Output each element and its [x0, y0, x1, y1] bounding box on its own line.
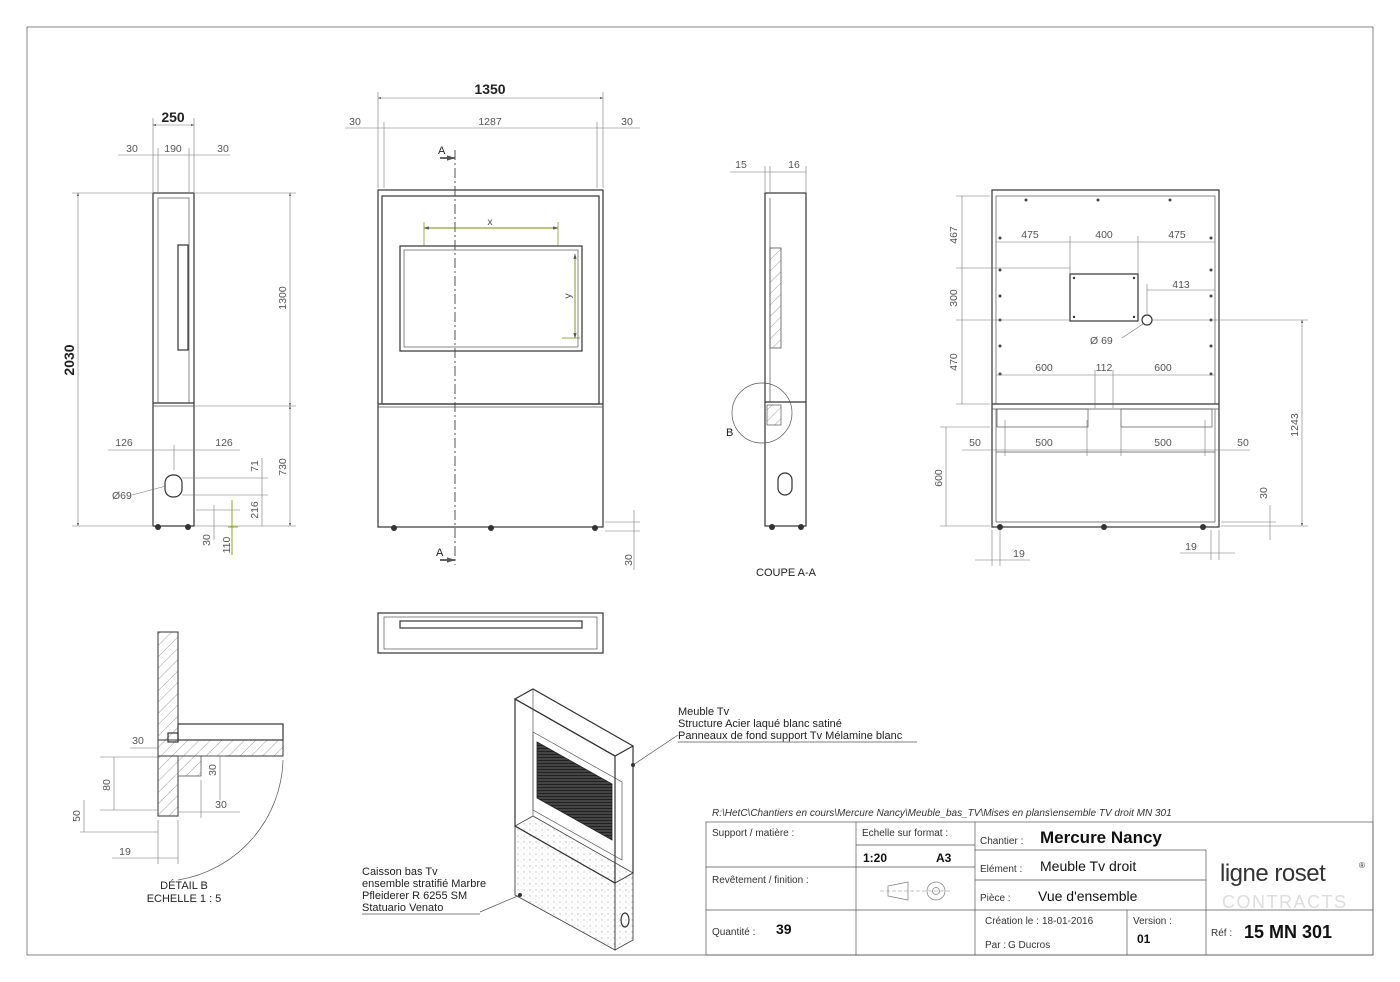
front-left-margin-label: 30 [349, 116, 361, 128]
back-base-height-label: 600 [933, 469, 945, 487]
meuble-line1: Structure Acier laqué blanc satiné [678, 718, 842, 730]
top-view [378, 613, 603, 653]
detail-dim-50: 50 [71, 810, 83, 822]
detail-dim-30b: 30 [207, 764, 219, 776]
piece-value: Vue d'ensemble [1038, 888, 1138, 904]
par-label: Par : [985, 940, 1007, 951]
side-hole-diameter-label: Ø69 [112, 490, 132, 502]
back-left-600-label: 600 [1035, 362, 1053, 374]
author-value: G Ducros [1008, 940, 1051, 951]
detail-scale: ECHELLE 1 : 5 [146, 893, 222, 905]
caisson-line1: ensemble stratifié Marbre [362, 878, 487, 890]
side-hole-height-label: 71 [249, 460, 261, 472]
side-upper-height-label: 1300 [277, 286, 289, 310]
side-hole-right-label: 126 [215, 437, 233, 449]
side-inner-depth-label: 190 [164, 143, 182, 155]
detail-dim-30c: 30 [215, 799, 227, 811]
section-mark-top: A [438, 145, 446, 157]
brand-mark: ® [1359, 861, 1365, 870]
quantite-value: 39 [776, 921, 792, 937]
back-low-height-label: 470 [948, 353, 960, 371]
back-left-50-label: 50 [969, 437, 981, 449]
section-left-thickness-label: 15 [735, 159, 747, 171]
back-view [933, 190, 1308, 566]
back-foot-30-label: 30 [1258, 487, 1270, 499]
isometric-view [480, 689, 678, 950]
side-foot-gap-label: 30 [201, 534, 213, 546]
side-hole-pos-label: 216 [249, 501, 261, 519]
support-label: Support / matière : [712, 828, 795, 839]
back-left-500-label: 500 [1035, 437, 1053, 449]
front-foot-height-label: 30 [623, 554, 635, 566]
section-caption: COUPE A-A [756, 567, 816, 579]
caisson-line3: Statuario Venato [362, 902, 444, 914]
side-depth-label: 250 [161, 109, 185, 125]
chantier-label: Chantier : [980, 836, 1024, 847]
echelle-label: Echelle sur format : [862, 828, 949, 839]
front-inner-width-label: 1287 [478, 116, 502, 128]
ref-label: Réf : [1211, 928, 1233, 939]
scale-value: 1:20 [863, 851, 888, 865]
back-total-1243-label: 1243 [1289, 413, 1301, 437]
element-value: Meuble Tv droit [1040, 858, 1137, 874]
back-center-112-label: 112 [1095, 362, 1113, 374]
caisson-line2: Pfleiderer R 6255 SM [362, 890, 468, 902]
back-right-600-label: 600 [1154, 362, 1172, 374]
side-foot-height-label: 110 [221, 536, 233, 554]
side-left-rail-label: 30 [126, 143, 138, 155]
front-view [345, 81, 640, 570]
side-total-height-label: 2030 [61, 344, 77, 376]
front-right-margin-label: 30 [621, 116, 633, 128]
back-right-50-label: 50 [1237, 437, 1249, 449]
back-mid-height-label: 300 [948, 289, 960, 307]
creation-label: Création le : [985, 916, 1039, 927]
brand-sub: CONTRACTS [1222, 892, 1348, 912]
detail-title: DÉTAIL B [160, 880, 208, 892]
detail-b [71, 632, 283, 905]
chantier-value: Mercure Nancy [1040, 828, 1162, 847]
front-total-width-label: 1350 [474, 81, 506, 97]
meuble-line2: Panneaux de fond support Tv Mélamine blanc [678, 730, 903, 742]
projection-symbol-icon [880, 882, 952, 900]
file-path: R:\HetC\Chantiers en cours\Mercure Nancy\Meuble_bas_TV\Mises en plans\ensemble TV droit MN 301 [712, 808, 1172, 819]
back-right-19-label: 19 [1185, 541, 1197, 553]
side-hole-left-label: 126 [115, 437, 133, 449]
format-value: A3 [936, 851, 952, 865]
back-top-height-label: 467 [948, 226, 960, 244]
back-hole-diameter-label: Ø 69 [1090, 335, 1113, 347]
screen-x-label: x [487, 216, 493, 228]
back-left-475-label: 475 [1021, 229, 1039, 241]
element-label: Elément : [980, 864, 1023, 875]
piece-label: Pièce : [980, 893, 1011, 904]
creation-date: 18-01-2016 [1042, 916, 1094, 927]
detail-b-mark: B [726, 427, 734, 439]
detail-dim-80: 80 [101, 779, 113, 791]
side-view [61, 109, 296, 555]
detail-dim-19: 19 [119, 846, 131, 858]
revetement-label: Revêtement / finition : [712, 875, 809, 886]
section-view [726, 159, 817, 579]
detail-dim-30a: 30 [132, 735, 144, 747]
section-mark-bottom: A [436, 547, 444, 559]
version-label: Version : [1133, 916, 1172, 927]
meuble-title: Meuble Tv [678, 706, 730, 718]
caisson-title: Caisson bas Tv [362, 866, 438, 878]
brand-name: ligne roset [1220, 860, 1326, 887]
title-block [706, 808, 1373, 955]
version-value: 01 [1137, 932, 1151, 946]
quantite-label: Quantité : [712, 927, 756, 938]
side-lower-height-label: 730 [277, 458, 289, 476]
section-right-thickness-label: 16 [788, 159, 800, 171]
back-right-500-label: 500 [1154, 437, 1172, 449]
screen-y-label: y [562, 293, 574, 299]
back-right-475-label: 475 [1168, 229, 1186, 241]
brand-logo [1220, 860, 1365, 912]
ref-value: 15 MN 301 [1244, 922, 1333, 942]
back-center-400-label: 400 [1095, 229, 1113, 241]
side-right-rail-label: 30 [217, 143, 229, 155]
back-hole-offset-label: 413 [1172, 279, 1190, 291]
back-left-19-label: 19 [1013, 548, 1025, 560]
